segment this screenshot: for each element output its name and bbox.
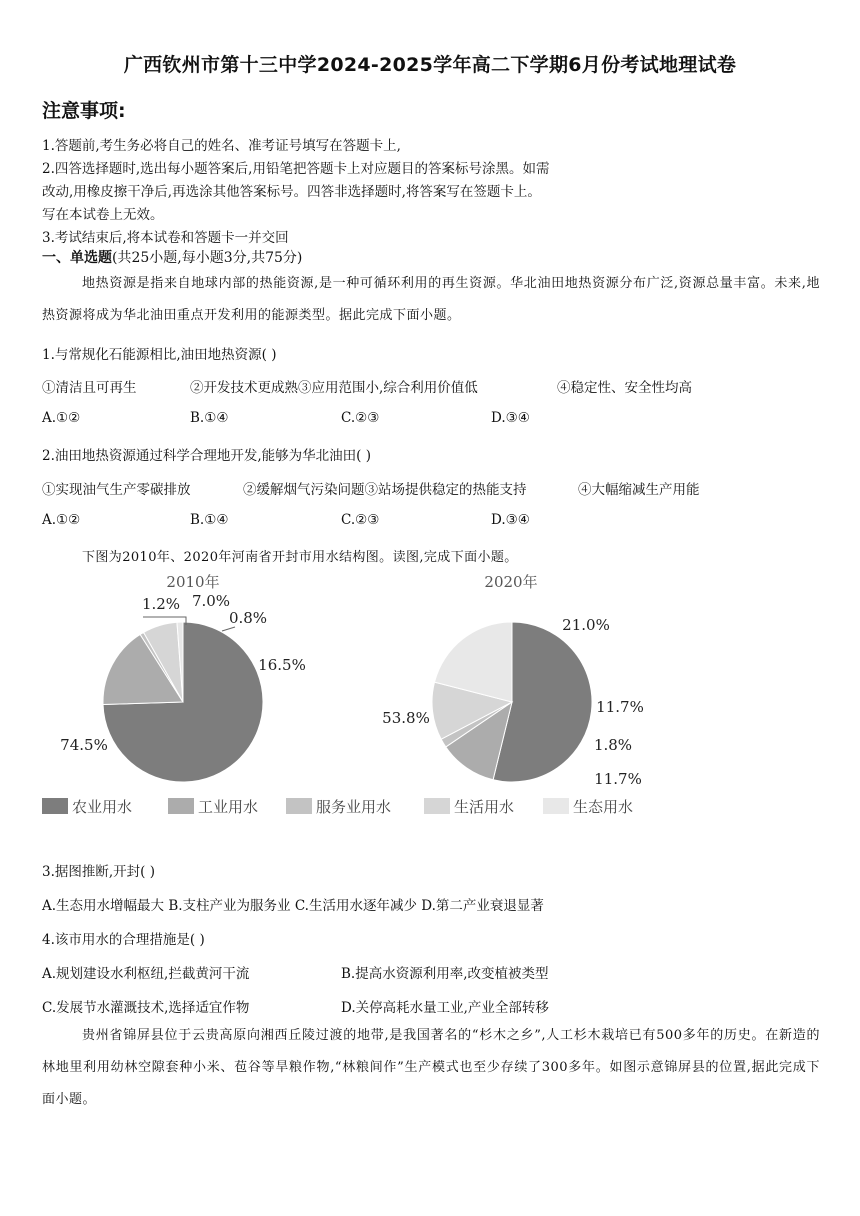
chart-title-2020: 2020年: [484, 573, 538, 591]
pie-label-ecology: 21.0%: [562, 616, 610, 634]
chart-legend: [42, 798, 633, 816]
passage-geothermal: 地热资源是指来自地球内部的热能资源,是一种可循环利用的再生资源。华北油田地热资源分布广泛,资源总量丰富。未来,地热资源将成为华北油田重点开发利用的能源类型。据此完成下面小题。: [42, 276, 820, 323]
legend-label-ecology: 生态用水: [573, 798, 634, 816]
pie-label-agriculture: 74.5%: [60, 736, 108, 754]
question-2-stem: 2.油田地热资源通过科学合理地开发,能够为华北油田( ): [42, 448, 371, 464]
passage-water-use: 下图为2010年、2020年河南省开封市用水结构图。读图,完成下面小题。: [82, 550, 518, 565]
legend-label-agriculture: 农业用水: [72, 798, 133, 816]
legend-swatch-industry: [168, 798, 194, 814]
legend-swatch-service: [286, 798, 312, 814]
q3-options: A.生态用水增幅最大 B.支柱产业为服务业 C.生活用水逐年减少 D.第二产业衰退显著: [42, 898, 544, 914]
chart-title-2010: 2010年: [166, 573, 220, 591]
q4-option-c: C.发展节水灌溉技术,选择适宜作物: [42, 1000, 250, 1016]
q4-option-d: D.关停高耗水量工业,产业全部转移: [341, 1000, 549, 1016]
pie-label-ecology: 1.2%: [141, 595, 181, 613]
q1-statement: ④稳定性、安全性均高: [557, 380, 692, 396]
pie-label-domestic: 11.7%: [596, 698, 644, 716]
legend-label-domestic: 生活用水: [454, 798, 515, 816]
q4-option-a: A.规划建设水利枢纽,拦截黄河干流: [42, 966, 250, 982]
water-structure-pie-charts: [0, 565, 860, 825]
notice-heading: 注意事项:: [42, 100, 126, 122]
q1-option-b: B.①④: [190, 410, 229, 426]
legend-swatch-domestic: [424, 798, 450, 814]
question-3-stem: 3.据图推断,开封( ): [42, 864, 155, 880]
q2-option-a: A.①②: [42, 512, 81, 528]
notice-line: 改动,用橡皮擦干净后,再选涂其他答案标号。四答非选择题时,将答案写在签题卡上。: [42, 184, 541, 200]
notice-line: 1.答题前,考生务必将自己的姓名、准考证号填写在答题卡上,: [42, 138, 401, 154]
q2-option-d: D.③④: [491, 512, 530, 528]
q2-option-b: B.①④: [190, 512, 229, 528]
section-detail: (共25小题,每小题3分,共75分): [112, 250, 303, 266]
legend-swatch-agriculture: [42, 798, 68, 814]
question-4-stem: 4.该市用水的合理措施是( ): [42, 932, 205, 948]
passage-jinping: 贵州省锦屏县位于云贵高原向湘西丘陵过渡的地带,是我国著名的“杉木之乡”,人工杉木栽培已有500多年的历史。在新造的林地里利用幼林空隙套种小米、苞谷等旱粮作物,“林粮间作”生产模式也至少存续了300多年。如图示意锦屏县的位置,据此完成下面小题。: [42, 1028, 820, 1107]
pie-2020: [382, 616, 644, 788]
q1-option-d: D.③④: [491, 410, 530, 426]
pie-label-service: 0.8%: [228, 609, 268, 627]
pie-label-industry: 16.5%: [258, 656, 306, 674]
legend-label-industry: 工业用水: [198, 798, 259, 816]
notice-line: 3.考试结束后,将本试卷和答题卡一并交回: [42, 230, 289, 246]
question-1-stem: 1.与常规化石能源相比,油田地热资源( ): [42, 347, 277, 363]
q2-statement: ②缓解烟气污染问题③站场提供稳定的热能支持: [243, 482, 527, 498]
pie-2010: [60, 592, 306, 782]
notice-line: 写在本试卷上无效。: [42, 207, 164, 223]
section-label: 一、单选题: [42, 250, 112, 266]
q2-option-c: C.②③: [341, 512, 380, 528]
leader-line: [222, 627, 235, 631]
pie-label-industry: 11.7%: [594, 770, 642, 788]
pie-label-domestic: 7.0%: [191, 592, 231, 610]
q1-statement: ②开发技术更成熟③应用范围小,综合利用价值低: [190, 380, 478, 396]
legend-swatch-ecology: [543, 798, 569, 814]
q1-statement: ①清洁且可再生: [42, 380, 137, 396]
q4-option-b: B.提高水资源利用率,改变植被类型: [341, 966, 549, 982]
exam-title: 广西钦州市第十三中学2024-2025学年高二下学期6月份考试地理试卷: [123, 54, 737, 76]
q1-option-a: A.①②: [42, 410, 81, 426]
q1-option-c: C.②③: [341, 410, 380, 426]
notice-line: 2.四答选择题时,选出每小题答案后,用铅笔把答题卡上对应题目的答案标号涂黑。如需: [42, 161, 550, 177]
legend-label-service: 服务业用水: [316, 798, 392, 816]
q2-statement: ④大幅缩减生产用能: [578, 482, 700, 498]
section-heading: [42, 247, 302, 267]
pie-label-service: 1.8%: [593, 736, 633, 754]
pie-label-agriculture: 53.8%: [382, 709, 430, 727]
q2-statement: ①实现油气生产零碳排放: [42, 482, 191, 498]
